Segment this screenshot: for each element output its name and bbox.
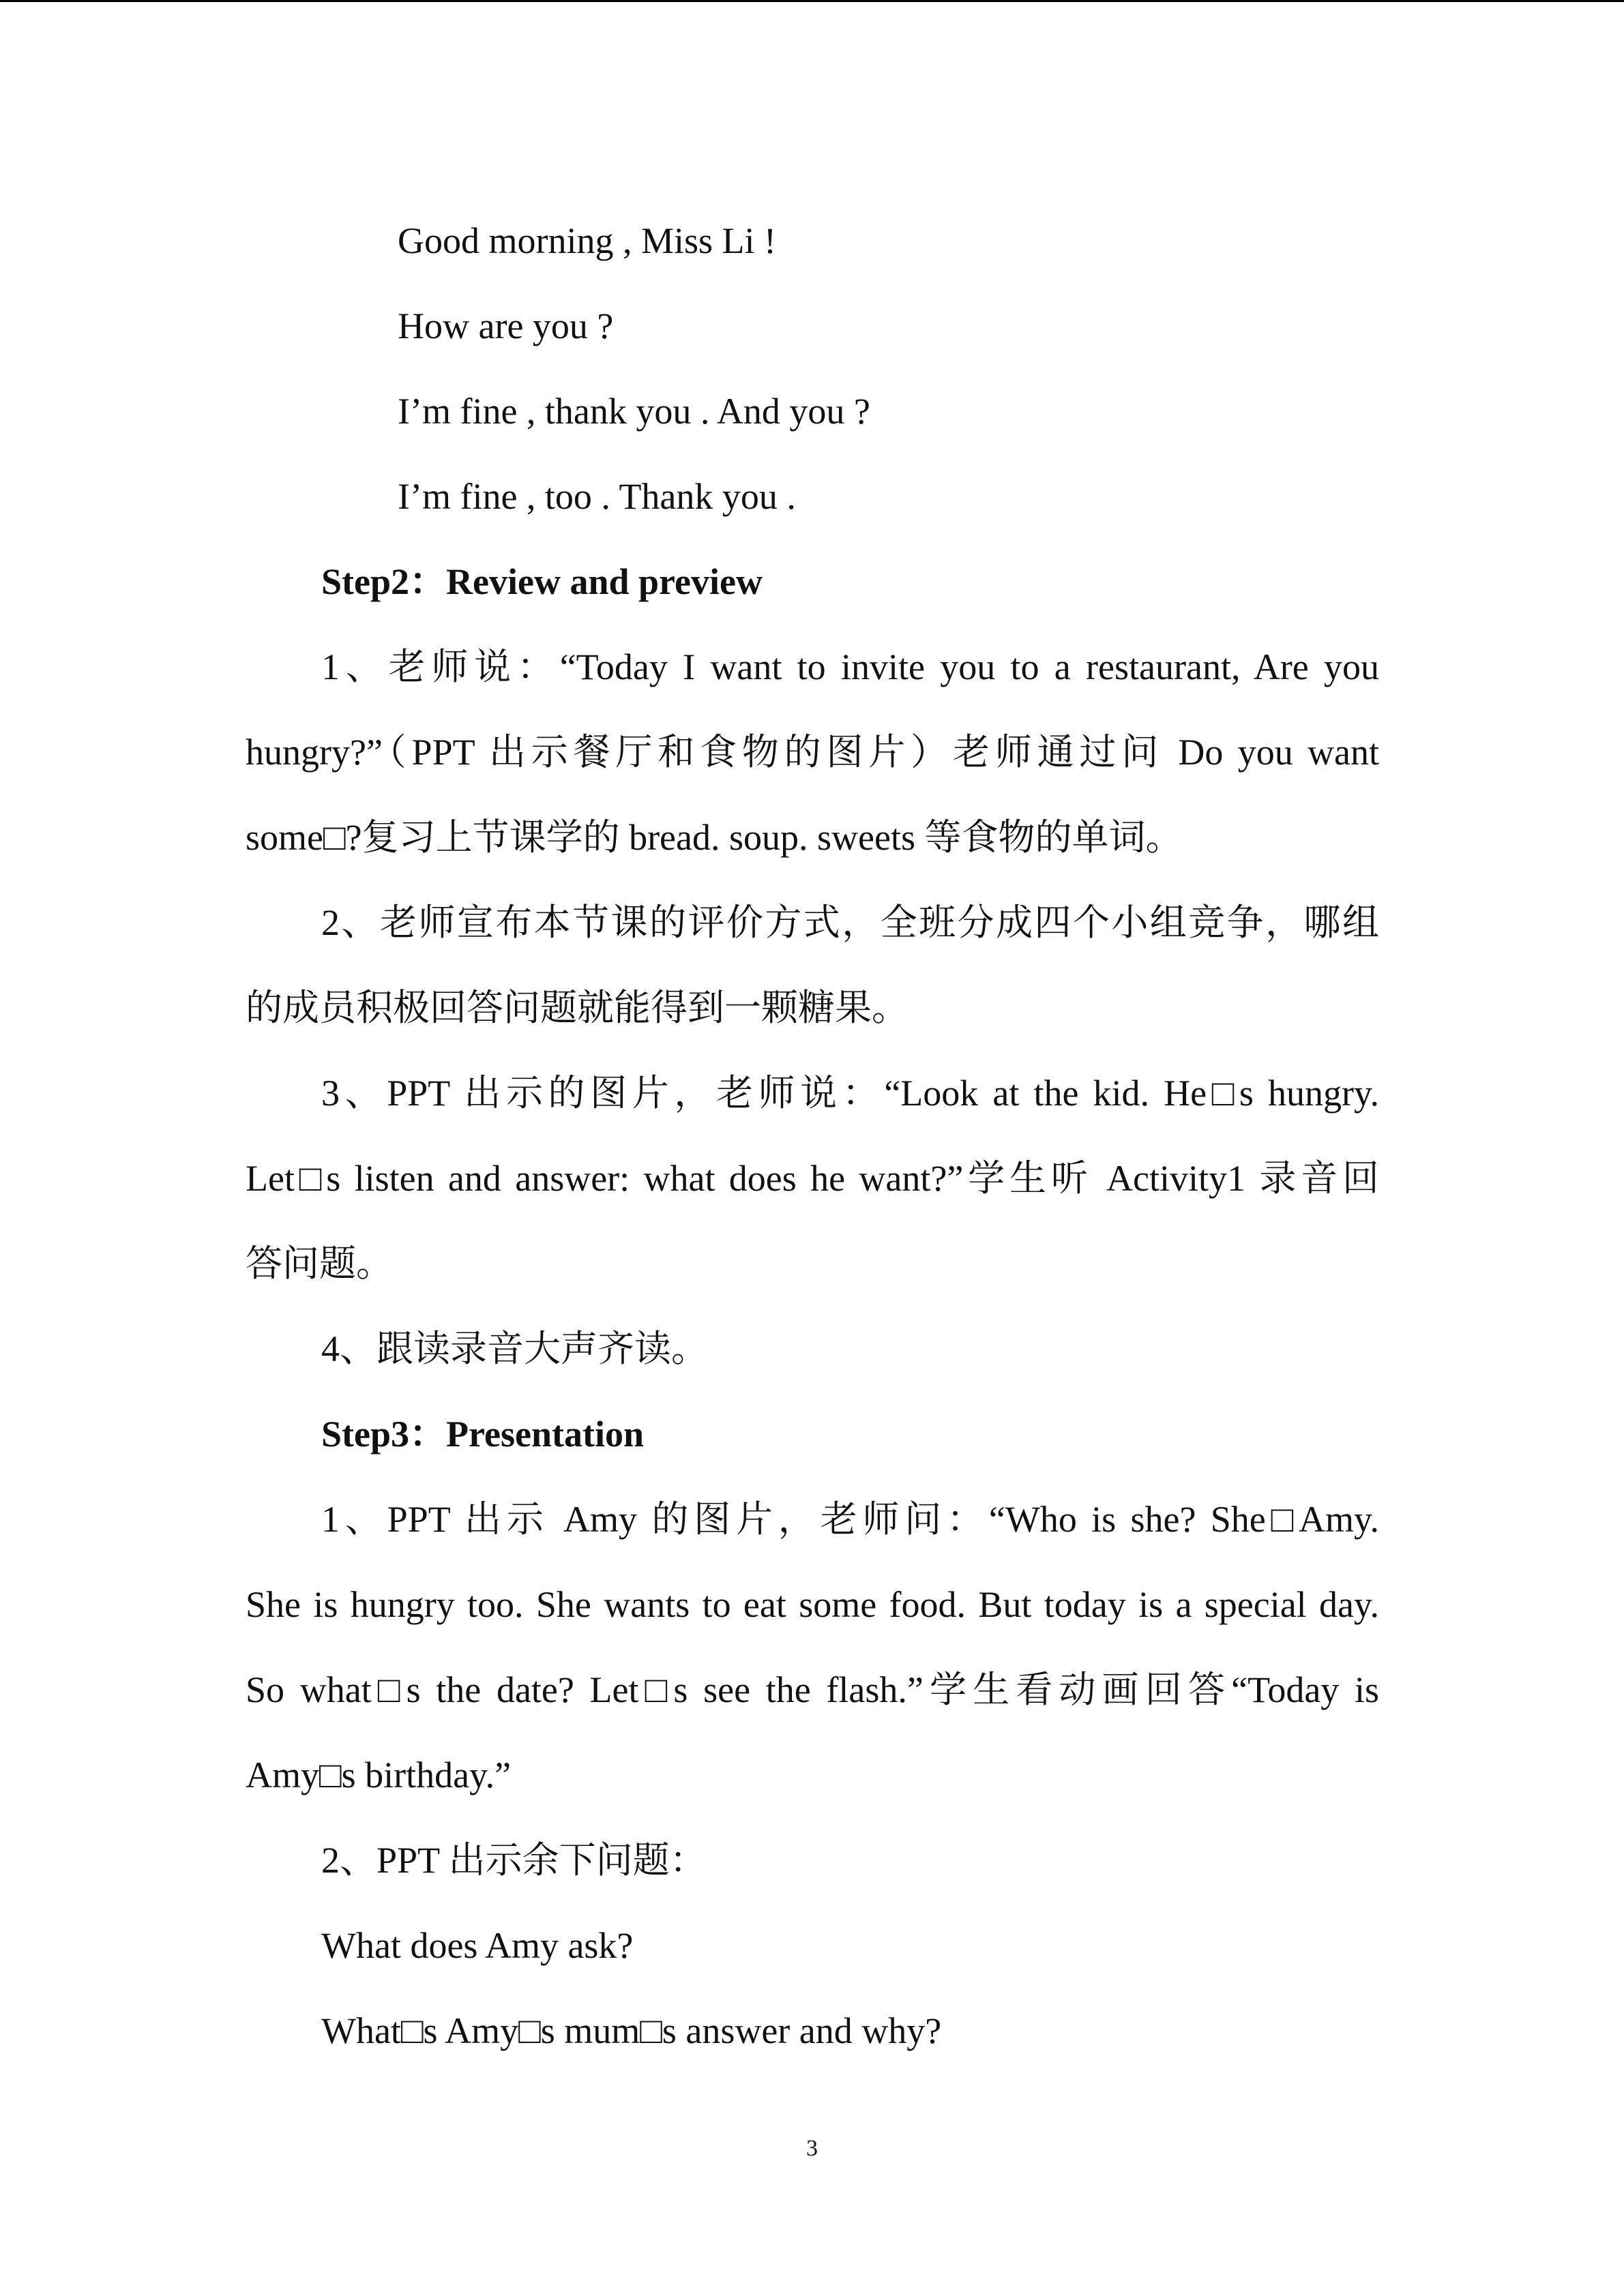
step3-p1-line-3: So what□s the date? Let□s see the flash.”学生看动画回答“Today is bbox=[246, 1669, 1379, 1710]
dialog-line-4: I’m fine , too . Thank you . bbox=[398, 476, 796, 517]
dialog-line-1: Good morning , Miss Li ! bbox=[398, 220, 777, 261]
step3-question-2: What□s Amy□s mum□s answer and why? bbox=[321, 2010, 942, 2051]
dialog-line-3: I’m fine , thank you . And you ? bbox=[398, 391, 870, 432]
step2-p1-line-1: 1、老师说：“Today I want to invite you to a restaurant, Are you bbox=[321, 646, 1379, 687]
step2-p4: 4、跟读录音大声齐读。 bbox=[321, 1328, 708, 1369]
step2-heading: Step2：Review and preview bbox=[321, 561, 763, 602]
step3-heading: Step3：Presentation bbox=[321, 1414, 644, 1455]
step2-p3-line-2: Let□s listen and answer: what does he want?”学生听 Activity1 录音回 bbox=[246, 1158, 1379, 1199]
step3-p1-line-1: 1、PPT 出示 Amy 的图片，老师问：“Who is she? She□Amy. bbox=[321, 1499, 1379, 1540]
page-top-border bbox=[0, 0, 1624, 2]
step2-p3-line-1: 3、PPT 出示的图片，老师说：“Look at the kid. He□s hungry. bbox=[321, 1073, 1379, 1114]
dialog-line-2: How are you ? bbox=[398, 305, 614, 346]
step2-p2-line-1: 2、老师宣布本节课的评价方式，全班分成四个小组竞争，哪组 bbox=[321, 902, 1379, 943]
step3-p1-line-2: She is hungry too. She wants to eat some food. But today is a special day. bbox=[246, 1584, 1379, 1625]
step3-p1-line-4: Amy□s birthday.” bbox=[246, 1755, 512, 1795]
step2-p2-line-2: 的成员积极回答问题就能得到一颗糖果。 bbox=[246, 987, 909, 1028]
step3-question-1: What does Amy ask? bbox=[321, 1925, 634, 1966]
step3-p2: 2、PPT 出示余下问题： bbox=[321, 1840, 707, 1881]
step2-p1-line-2: hungry?”（PPT 出示餐厅和食物的图片）老师通过问 Do you want bbox=[246, 732, 1379, 773]
step2-p1-line-3: some□?复习上节课学的 bread. soup. sweets 等食物的单词。 bbox=[246, 817, 1183, 858]
page-number: 3 bbox=[806, 2136, 818, 2161]
step2-p3-line-3: 答问题。 bbox=[246, 1243, 393, 1284]
